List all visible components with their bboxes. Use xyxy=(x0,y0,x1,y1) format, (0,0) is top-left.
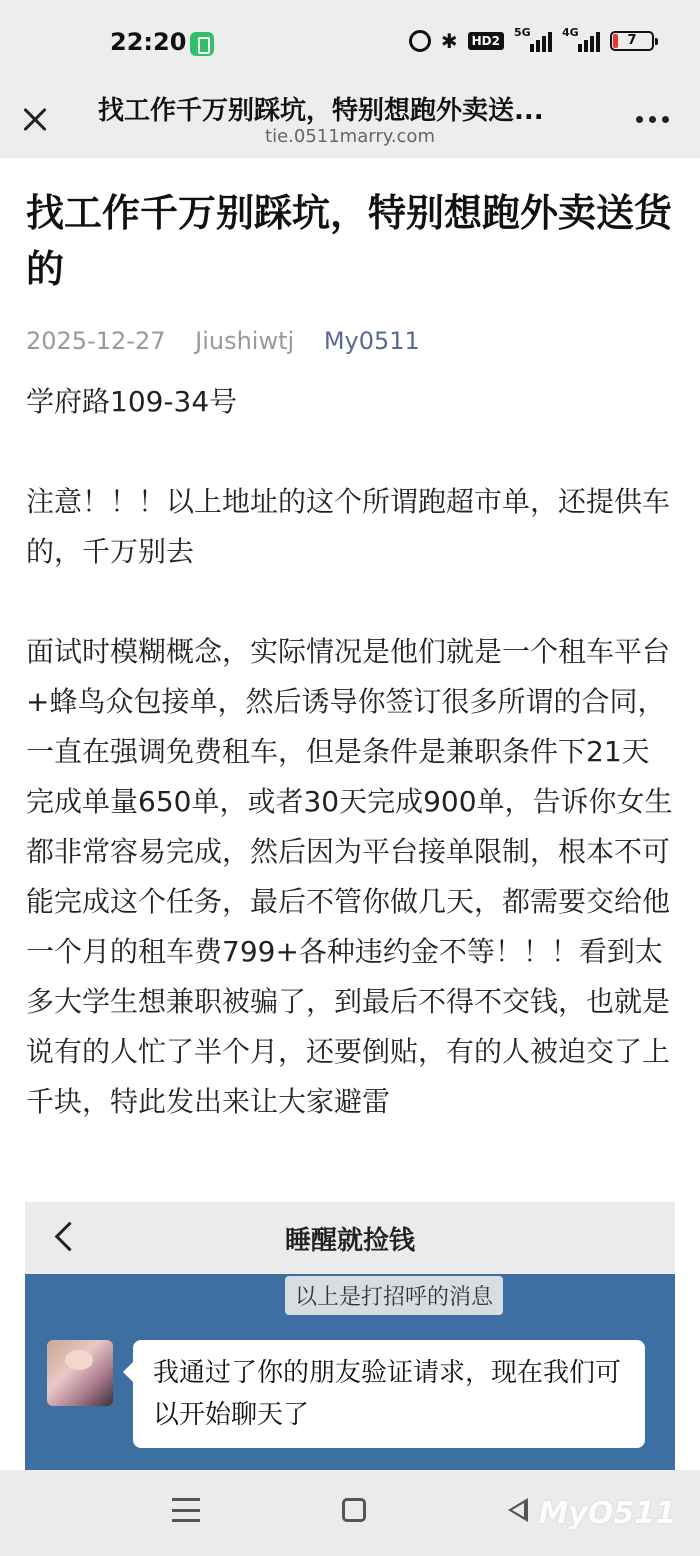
status-time: 22:20 xyxy=(110,28,187,56)
page-title: 找工作千万别踩坑，特别想跑外卖送... xyxy=(98,96,544,126)
article-paragraph: 面试时模糊概念，实际情况是他们就是一个租车平台+蜂鸟众包接单，然后诱导你签订很多所谓的合同，一直在强调免费租车，但是条件是兼职条件下21天完成单量650单，或者30天完成900单，告诉你女生都非常容易完成，然后因为平台接单限制，根本不可能完成这个任务，最后不管你做几天，都需要交给他一个月的租车费799+各种违约金不等！！！看到太多大学生想兼职被骗了，到最后不得不交钱，也就是说有的人忙了半个月，还要倒贴，有的人被迫交了上千块，特此发出来让大家避雷 xyxy=(26,635,673,1118)
article-title: 找工作千万别踩坑，特别想跑外卖送货的 xyxy=(26,191,673,291)
chat-body xyxy=(25,1274,675,1470)
alarm-icon xyxy=(409,30,431,52)
status-bar xyxy=(0,0,700,88)
chat-header xyxy=(25,1202,675,1274)
back-icon[interactable] xyxy=(508,1498,528,1522)
article-source-link[interactable]: My0511 xyxy=(323,327,420,355)
article-paragraph: 学府路109-34号 xyxy=(26,385,238,418)
article-date: 2025-12-27 xyxy=(26,327,166,355)
article-meta xyxy=(26,327,676,361)
bluetooth-icon: ✱ xyxy=(440,29,458,53)
hd-voice-icon: HD2 xyxy=(468,32,504,50)
article-author: Jiushiwtj xyxy=(195,327,295,355)
chat-contact-name: 睡醒就捡钱 xyxy=(284,1226,415,1256)
article-paragraph: 注意！！！以上地址的这个所谓跑超市单，还提供车的，千万别去 xyxy=(26,485,671,568)
watermark-logo: MyO511 xyxy=(538,1496,676,1531)
recent-apps-icon[interactable] xyxy=(172,1498,200,1522)
notification-app-icon xyxy=(190,32,214,56)
chat-bubble: 我通过了你的朋友验证请求，现在我们可以开始聊天了 xyxy=(133,1340,645,1448)
battery-icon: 7 xyxy=(610,31,654,51)
signal-5g-label: 5G xyxy=(514,26,531,39)
signal-5g-icon xyxy=(514,26,552,52)
status-icons xyxy=(409,26,654,53)
signal-4g-label: 4G xyxy=(562,26,579,39)
avatar xyxy=(47,1340,113,1406)
system-message: 以上是打招呼的消息 xyxy=(285,1276,503,1315)
chat-screenshot-image[interactable] xyxy=(25,1202,675,1470)
signal-4g-icon xyxy=(562,26,600,52)
browser-title-bar xyxy=(0,88,700,158)
home-icon[interactable] xyxy=(342,1498,366,1522)
page-url: tie.0511marry.com xyxy=(265,126,435,147)
article xyxy=(26,185,676,1127)
more-options-icon[interactable] xyxy=(632,104,672,134)
system-nav-bar xyxy=(0,1470,700,1556)
